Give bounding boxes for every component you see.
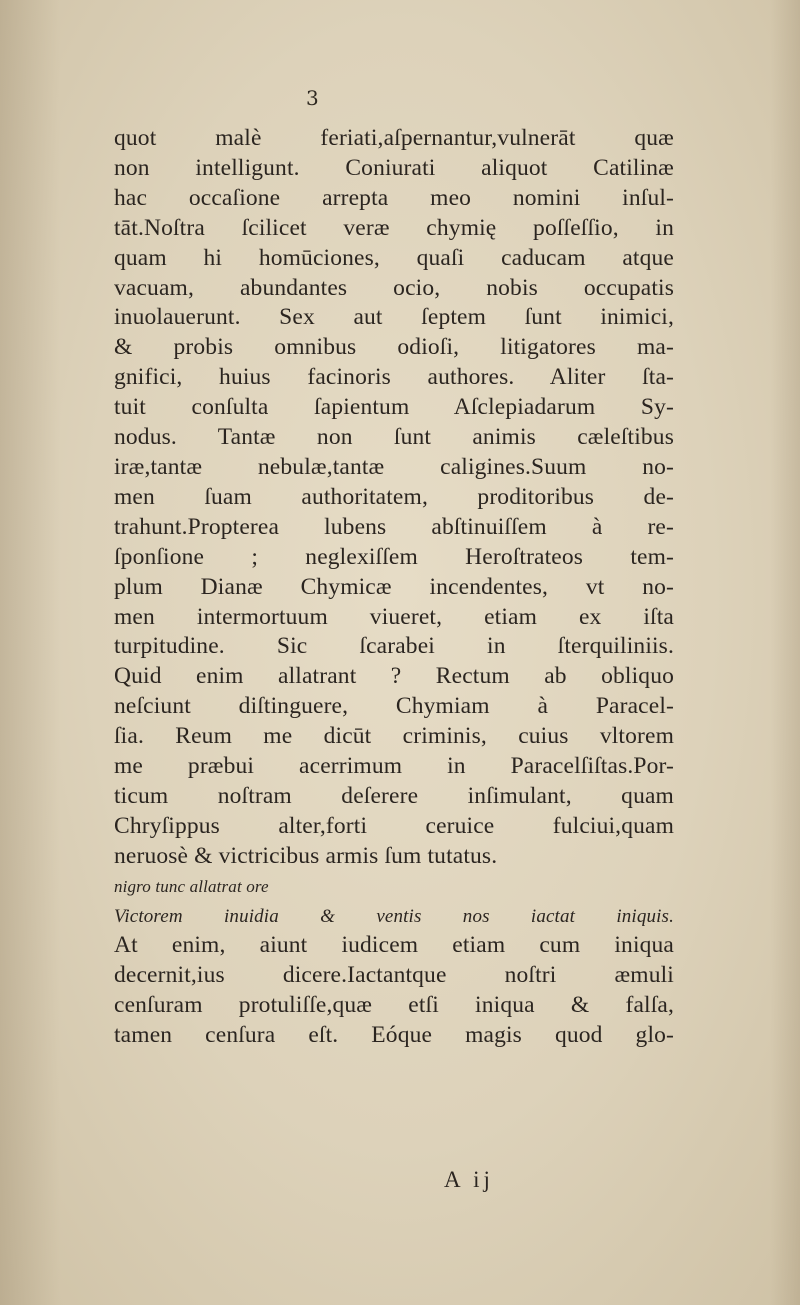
signature-catchword: A ij (444, 1167, 494, 1192)
text-line: turpitudine. Sic ſcarabei in ſterquiliniis. (114, 633, 674, 660)
text-line: Quid enim allatrant ? Rectum ab obliquo (114, 663, 674, 690)
text-line: plum Dianæ Chymicæ incendentes, vt no- (114, 573, 674, 600)
text-line: trahunt.Propterea lubens abſtinuiſſem à re- (114, 513, 674, 540)
text-line: cenſuram protuliſſe,quæ etſi iniqua & falſa, (114, 992, 674, 1019)
text-line: ſia. Reum me dicūt criminis, cuius vltorem (114, 723, 674, 750)
text-line: Chryſippus alter,forti ceruice fulciui,quam (114, 812, 674, 839)
body-text (114, 124, 674, 1051)
spine-shadow (0, 0, 60, 1305)
text-line: nodus. Tantæ non ſunt animis cæleſtibus (114, 424, 674, 451)
text-line: quam hi homūciones, quaſi caducam atque (114, 244, 674, 271)
text-line: neſciunt diſtinguere, Chymiam à Paracel- (114, 693, 674, 720)
text-line: me præbui acerrimum in Paracelſiſtas.Por- (114, 753, 674, 780)
verse-line: nigro tunc allatrat ore (114, 876, 269, 896)
text-line: ticum noſtram deſerere inſimulant, quam (114, 782, 674, 809)
text-line: vacuam, abundantes ocio, nobis occupatis (114, 274, 674, 301)
text-line: tāt.Noſtra ſcilicet veræ chymię poſſeſſio, in (114, 214, 674, 241)
text-line: gnifici, huius facinoris authores. Aliter ſta- (114, 364, 674, 391)
text-line: hac occaſione arrepta meo nomini inſul- (114, 184, 674, 211)
text-line: quot malè feriati,aſpernantur,vulnerāt quæ (114, 125, 674, 151)
text-line: men intermortuum viueret, etiam ex iſta (114, 603, 674, 630)
text-line: ſponſione ; neglexiſſem Heroſtrateos tem- (114, 543, 674, 570)
text-line: At enim, aiunt iudicem etiam cum iniqua (114, 932, 674, 959)
text-line: tamen cenſura eſt. Eóque magis quod glo- (114, 1022, 674, 1049)
text-line: tuit conſulta ſapientum Aſclepiadarum Sy- (114, 394, 674, 421)
text-line: decernit,ius dicere.Iactantque noſtri æmuli (114, 962, 674, 989)
text-line: inuolauerunt. Sex aut ſeptem ſunt inimici, (114, 304, 674, 331)
text-line: men ſuam authoritatem, proditoribus de- (114, 483, 674, 510)
verse-line: Victorem inuidia & ventis nos iactat iniquis. (114, 905, 674, 927)
text-line: neruosè & victricibus armis ſum tutatus. (114, 842, 498, 869)
text-line: non intelligunt. Coniurati aliquot Catilinæ (114, 154, 674, 181)
signature-mark: 3 (306, 86, 319, 110)
page-edge-shadow (770, 0, 800, 1305)
text-line: iræ,tantæ nebulæ,tantæ caligines.Suum no- (114, 453, 674, 480)
text-line: & probis omnibus odioſi, litigatores ma- (114, 334, 674, 361)
